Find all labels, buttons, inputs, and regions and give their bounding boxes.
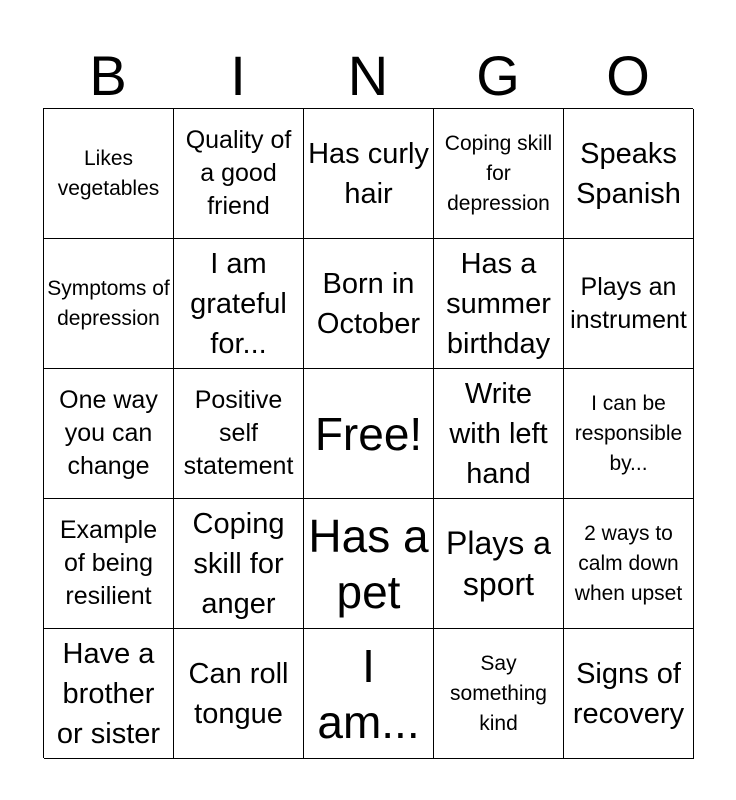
header-letter-o: O (606, 44, 650, 107)
cell-text: Has curly hair (308, 137, 429, 210)
cell-text: I am... (317, 639, 420, 748)
cell-text: Coping skill for depression (444, 131, 553, 215)
bingo-cell[interactable] (564, 369, 694, 499)
header-letter-b: B (89, 44, 127, 107)
bingo-board (43, 108, 693, 758)
bingo-cell[interactable] (304, 239, 434, 369)
cell-text: Can roll tongue (188, 657, 289, 730)
cell-text: Plays a sport (446, 524, 551, 602)
cell-text: Coping skill for anger (192, 507, 285, 620)
header-letter-g: G (476, 44, 520, 107)
bingo-cell[interactable] (564, 629, 694, 759)
bingo-cell[interactable] (44, 109, 174, 239)
cell-text: Has a summer birthday (446, 247, 551, 360)
bingo-cell[interactable] (304, 629, 434, 759)
bingo-cell[interactable] (564, 109, 694, 239)
cell-text: Write with left hand (449, 377, 548, 490)
bingo-cell[interactable] (434, 369, 564, 499)
bingo-cell[interactable] (174, 239, 304, 369)
bingo-cell[interactable] (174, 629, 304, 759)
cell-text: Speaks Spanish (576, 137, 681, 210)
header-letter-n: N (347, 44, 389, 107)
cell-text: Example of being resilient (59, 516, 158, 610)
cell-text: 2 ways to calm down when upset (574, 521, 683, 605)
cell-text: Born in October (316, 267, 421, 340)
bingo-cell[interactable] (564, 499, 694, 629)
bingo-cell[interactable] (44, 239, 174, 369)
bingo-cell[interactable] (44, 629, 174, 759)
cell-text: Have a brother or sister (56, 637, 161, 750)
bingo-header (43, 40, 693, 108)
bingo-cell[interactable] (434, 239, 564, 369)
cell-text: Signs of recovery (572, 657, 685, 730)
bingo-cell[interactable] (434, 499, 564, 629)
cell-text: One way you can change (59, 386, 158, 480)
bingo-cell[interactable] (304, 109, 434, 239)
cell-text: Has a pet (308, 509, 429, 618)
bingo-cell[interactable] (44, 369, 174, 499)
header-letter-i: I (230, 44, 246, 107)
cell-text: Quality of a good friend (185, 126, 292, 220)
cell-text: Symptoms of depression (47, 276, 170, 330)
bingo-cell[interactable] (44, 499, 174, 629)
bingo-cell[interactable] (174, 499, 304, 629)
cell-text: Positive self statement (183, 386, 294, 480)
cell-text: Likes vegetables (57, 146, 160, 200)
cell-text: Say something kind (450, 651, 547, 735)
bingo-cell[interactable] (564, 239, 694, 369)
bingo-cell[interactable] (434, 109, 564, 239)
cell-text: I can be responsible by... (574, 391, 683, 475)
bingo-cell[interactable] (434, 629, 564, 759)
bingo-cell[interactable] (174, 109, 304, 239)
bingo-cell[interactable] (304, 499, 434, 629)
bingo-cell[interactable] (174, 369, 304, 499)
cell-text: Plays an instrument (570, 272, 687, 334)
cell-text: Free! (314, 407, 423, 460)
free-space[interactable] (304, 369, 434, 499)
cell-text: I am grateful for... (190, 247, 287, 360)
